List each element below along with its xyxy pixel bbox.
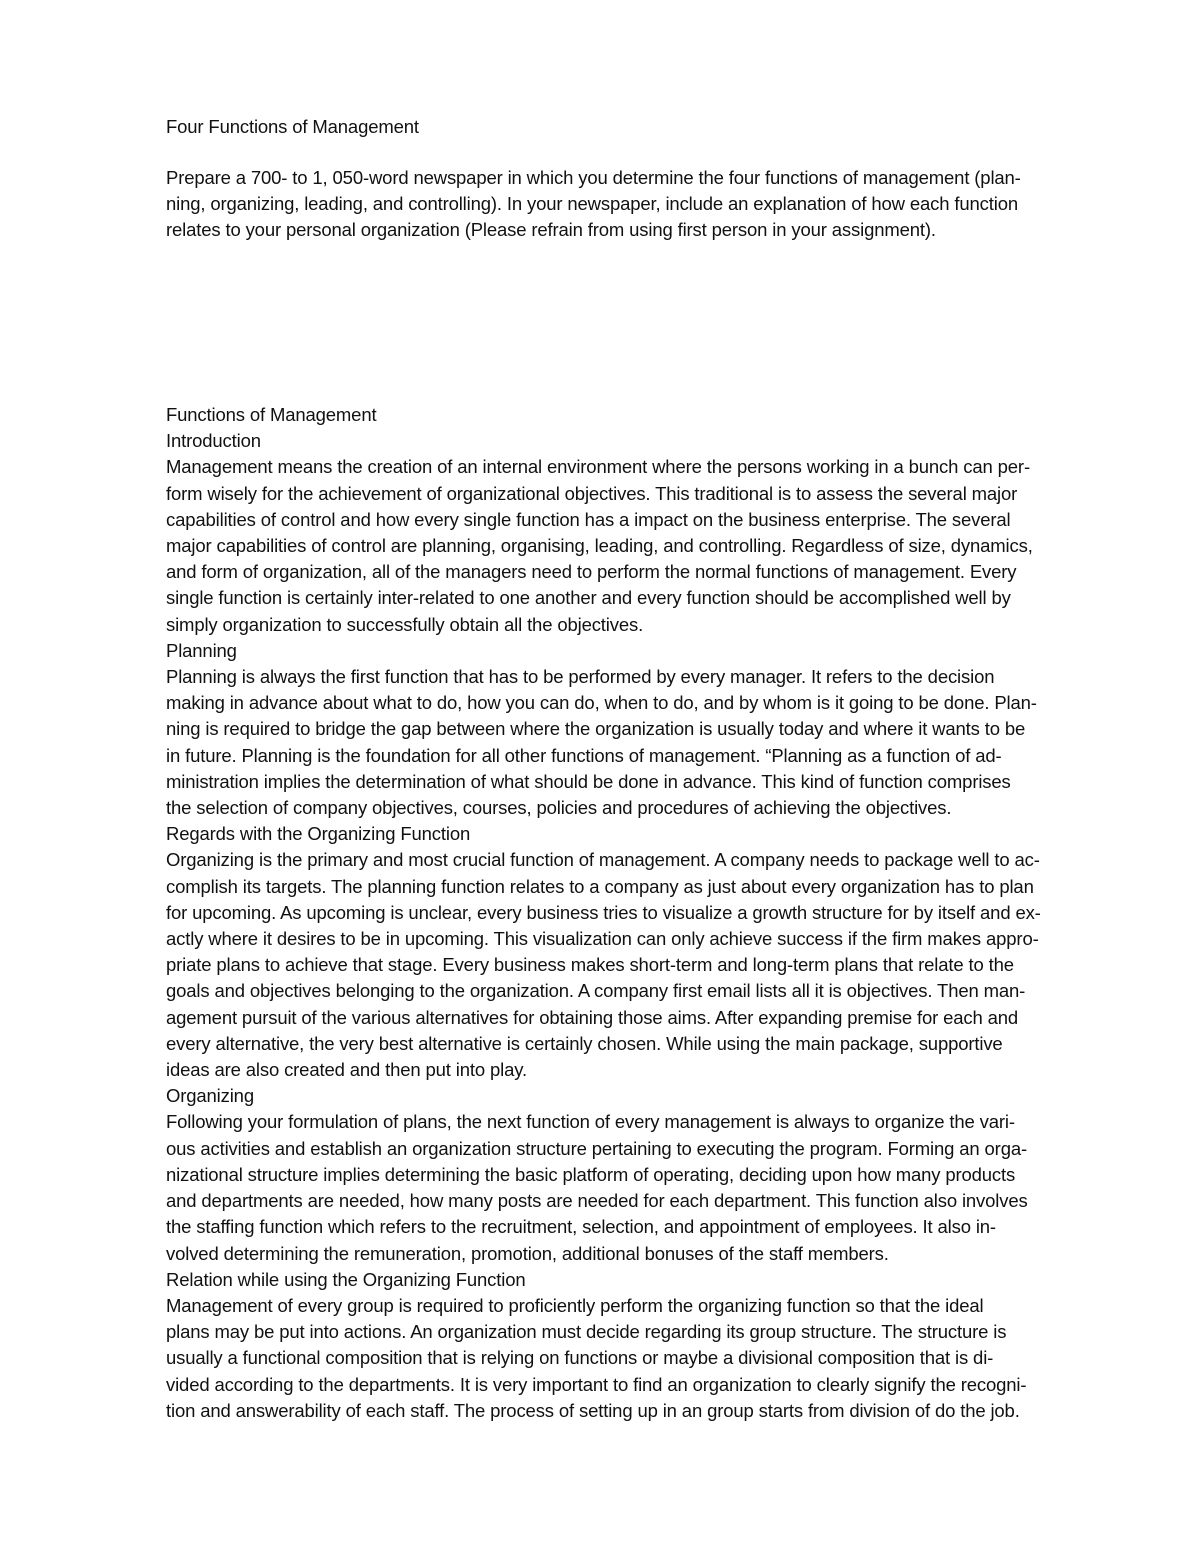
paragraph-line: Management of every group is required to proficiently perform the organizing function so that the ideal [166, 1294, 984, 1316]
paragraph-line: the selection of company objectives, courses, policies and procedures of achieving the objectives. [166, 797, 952, 819]
paragraph-line: form wisely for the achievement of organizational objectives. This traditional is to assess the several major [166, 482, 1018, 504]
paragraph-line: plans may be put into actions. An organization must decide regarding its group structure. The structure is [166, 1321, 1007, 1343]
prompt-line: relates to your personal organization (Please refrain from using first person in your assignment). [166, 219, 936, 241]
paragraph-line: for upcoming. As upcoming is unclear, every business tries to visualize a growth structure for by itself and ex- [166, 901, 1041, 923]
section-heading-introduction: Introduction [166, 430, 261, 452]
paragraph-line: Planning is always the first function that has to be performed by every manager. It refers to the decision [166, 666, 995, 688]
paragraph-line: Management means the creation of an internal environment where the persons working in a bunch can per- [166, 456, 1030, 478]
section-heading-relation-organizing: Relation while using the Organizing Function [166, 1268, 526, 1290]
essay [166, 402, 1106, 1424]
paragraph-line: capabilities of control and how every single function has a impact on the business enterprise. The several [166, 508, 1011, 530]
paragraph-line: goals and objectives belonging to the organization. A company first email lists all it is objectives. Then man- [166, 980, 1026, 1002]
paragraph-line: the staffing function which refers to the recruitment, selection, and appointment of employees. It also in- [166, 1216, 996, 1238]
paragraph-line: and form of organization, all of the managers need to perform the normal functions of management. Every [166, 561, 1017, 583]
paragraph-line: nizational structure implies determining the basic platform of operating, deciding upon how many products [166, 1163, 1016, 1185]
paragraph-line: vided according to the departments. It is very important to find an organization to clearly signify the recogni- [166, 1373, 1027, 1395]
paragraph-line: making in advance about what to do, how you can do, when to do, and by whom is it going to be done. Plan- [166, 692, 1037, 714]
section-heading-organizing: Organizing [166, 1085, 254, 1107]
paragraph-line: complish its targets. The planning function relates to a company as just about every organization has to plan [166, 875, 1034, 897]
paragraph-line: in future. Planning is the foundation for all other functions of management. “Planning as a function of ad- [166, 744, 1002, 766]
document-title-block [166, 114, 1106, 140]
paragraph-line: usually a functional composition that is relying on functions or maybe a divisional composition that is di- [166, 1347, 994, 1369]
prompt-line: ning, organizing, leading, and controlling). In your newspaper, include an explanation of how each function [166, 193, 1018, 215]
essay-title: Functions of Management [166, 404, 377, 425]
paragraph-line: Following your formulation of plans, the next function of every management is always to organize the vari- [166, 1111, 1015, 1133]
section-heading-regards-organizing: Regards with the Organizing Function [166, 823, 471, 845]
paragraph-line: single function is certainly inter-related to one another and every function should be accomplished well by [166, 587, 1011, 609]
assignment-prompt [166, 165, 1106, 244]
section-heading-planning: Planning [166, 639, 237, 661]
paragraph-line: agement pursuit of the various alternatives for obtaining those aims. After expanding premise for each and [166, 1006, 1019, 1028]
prompt-line: Prepare a 700- to 1, 050-word newspaper in which you determine the four functions of management (plan- [166, 167, 1021, 188]
paragraph-line: ning is required to bridge the gap between where the organization is usually today and where it wants to be [166, 718, 1026, 740]
paragraph-line: actly where it desires to be in upcoming. This visualization can only achieve success if the firm makes appro- [166, 928, 1039, 950]
document-title: Four Functions of Management [166, 116, 419, 137]
paragraph-line: ministration implies the determination of what should be done in advance. This kind of function comprises [166, 770, 1011, 792]
paragraph-line: tion and answerability of each staff. The process of setting up in an group starts from division of do the job. [166, 1399, 1020, 1421]
paragraph-line: and departments are needed, how many posts are needed for each department. This function also involves [166, 1190, 1028, 1212]
paragraph-line: Organizing is the primary and most crucial function of management. A company needs to package well to ac- [166, 849, 1040, 871]
paragraph-line: priate plans to achieve that stage. Every business makes short-term and long-term plans that relate to the [166, 954, 1014, 976]
paragraph-line: major capabilities of control are planning, organising, leading, and controlling. Regardless of size, dynamics, [166, 535, 1033, 557]
paragraph-line: volved determining the remuneration, promotion, additional bonuses of the staff members. [166, 1242, 889, 1264]
paragraph-line: every alternative, the very best alternative is certainly chosen. While using the main package, supportive [166, 1032, 1003, 1054]
paragraph-line: simply organization to successfully obtain all the objectives. [166, 613, 644, 635]
paragraph-line: ous activities and establish an organization structure pertaining to executing the program. Forming an orga- [166, 1137, 1027, 1159]
paragraph-line: ideas are also created and then put into play. [166, 1059, 527, 1081]
